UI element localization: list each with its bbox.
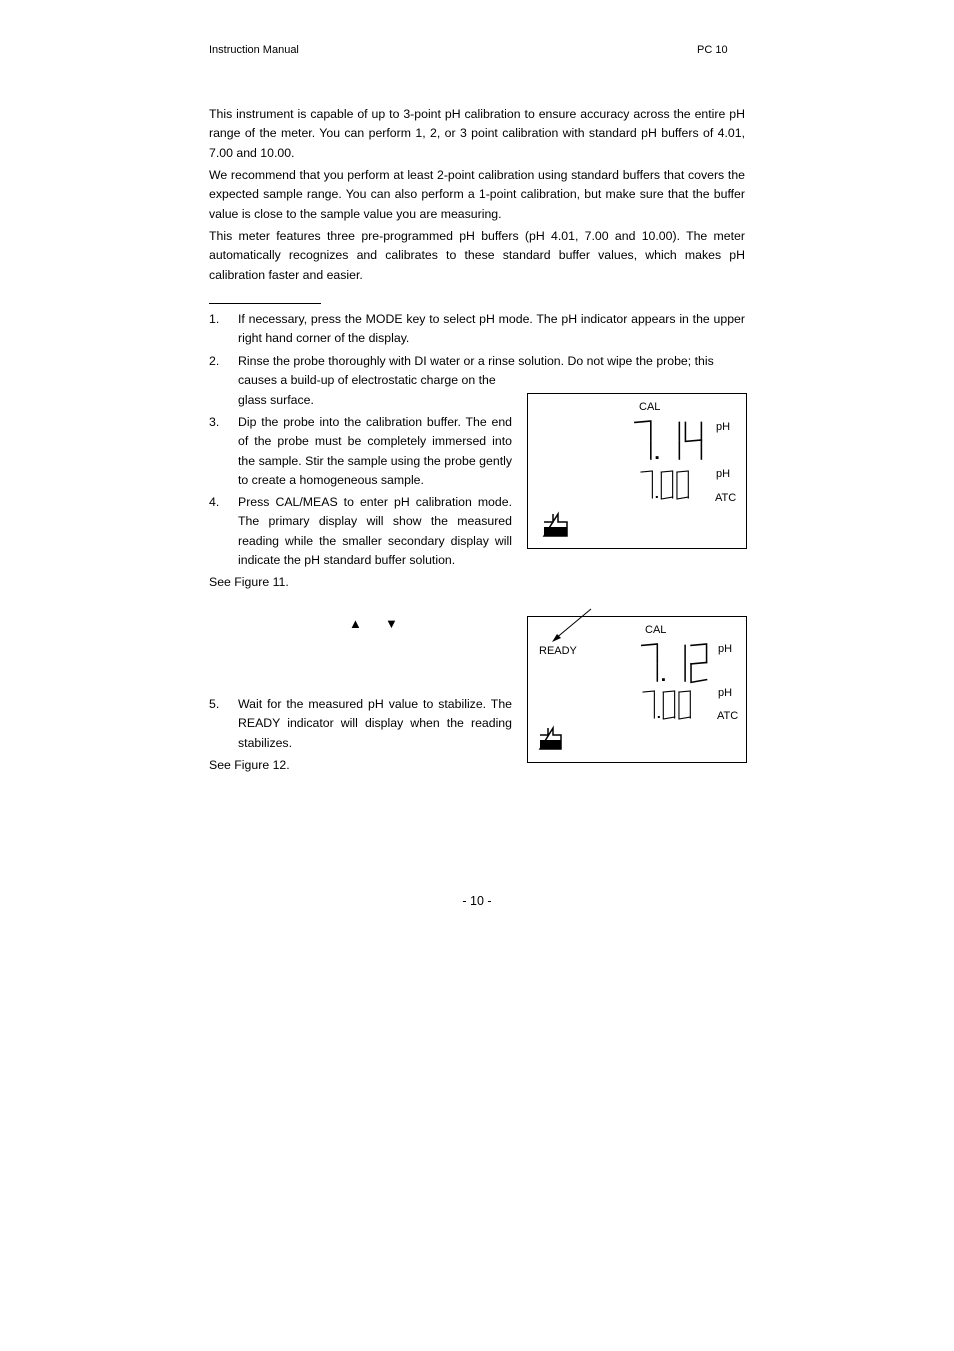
cal-indicator: CAL	[639, 401, 661, 413]
step-2-line-1: Rinse the probe thoroughly with DI water or a rinse solution. Do not wipe the probe; this	[238, 354, 714, 368]
header-title: Instruction Manual	[209, 44, 299, 56]
step-text: If necessary, press the MODE key to select pH mode. The pH indicator appears in the upper right hand corner of the display.	[238, 312, 745, 346]
section-divider	[209, 303, 321, 304]
lcd-decimal-point	[656, 456, 659, 459]
step-number: 1.	[209, 312, 220, 326]
lcd-digit-0	[663, 691, 674, 719]
down-arrow-icon: ▼	[385, 616, 398, 631]
lcd-digit-7	[635, 421, 651, 459]
page-number: - 10 -	[462, 894, 492, 908]
lcd-digit-0	[679, 691, 690, 719]
ready-indicator: READY	[539, 645, 577, 657]
step-number: 5.	[209, 697, 220, 711]
step-number: 2.	[209, 354, 220, 368]
secondary-unit: pH	[718, 687, 733, 699]
ready-pointer-arrow	[548, 606, 596, 646]
lcd-display-figure-11	[527, 393, 747, 549]
see-figure-11: See Figure 11.	[209, 575, 289, 589]
lcd-digit-7	[641, 471, 652, 498]
atc-indicator: ATC	[717, 710, 739, 722]
step-text: Dip the probe into the calibration buffer. The end of the probe must be completely immersed into the sample. Stir the sample using the probe gently to create a homogeneous sample.	[238, 415, 512, 488]
secondary-reading	[641, 691, 707, 720]
see-figure-12: See Figure 12.	[209, 758, 290, 772]
header-model: PC 10	[697, 44, 728, 56]
lcd-digit-4	[685, 422, 701, 459]
primary-unit: pH	[718, 643, 733, 655]
beaker-icon	[543, 512, 569, 538]
lcd-digit-7	[642, 644, 658, 681]
lcd-digit-0	[677, 471, 688, 499]
secondary-unit: pH	[716, 468, 731, 480]
atc-indicator: ATC	[715, 492, 737, 504]
up-arrow-icon: ▲	[349, 616, 362, 631]
lcd-decimal-point	[656, 496, 658, 498]
step-2-line-2: causes a build-up of electrostatic charge on the	[238, 373, 496, 387]
cal-indicator: CAL	[645, 624, 667, 636]
arrow-keys	[349, 616, 421, 631]
lcd-decimal-point	[658, 716, 660, 718]
step-2-line-3: glass surface.	[238, 393, 314, 407]
primary-unit: pH	[716, 421, 731, 433]
lcd-digit-2	[691, 644, 707, 682]
primary-reading	[639, 644, 709, 684]
secondary-reading	[639, 471, 709, 501]
step-text: Wait for the measured pH value to stabilize. The READY indicator will display when the reading stabilizes.	[238, 697, 512, 750]
lcd-digit-7	[643, 691, 654, 718]
step-text: Press CAL/MEAS to enter pH calibration mode. The primary display will show the measured reading while the smaller secondary display will indicate the pH standard buffer solution.	[238, 495, 512, 568]
lcd-decimal-point	[662, 678, 665, 681]
step-number: 3.	[209, 415, 220, 429]
step-number: 4.	[209, 495, 220, 509]
intro-paragraph-2: We recommend that you perform at least 2-point calibration using standard buffers that covers the expected sample range. You can also perform a 1-point calibration, but make sure that the buffer value is close to the sample value you are measuring.	[209, 168, 745, 221]
intro-paragraph-1: This instrument is capable of up to 3-point pH calibration to ensure accuracy across the entire pH range of the meter. You can perform 1, 2, or 3 point calibration with standard pH buffers of 4.01, 7.00 and 10.00.	[209, 107, 745, 160]
intro-paragraph-3: This meter features three pre-programmed pH buffers (pH 4.01, 7.00 and 10.00). The meter automatically recognizes and calibrates to these standard buffer values, which makes pH calibration faster and easier.	[209, 229, 745, 282]
primary-reading	[632, 421, 712, 463]
beaker-icon	[539, 726, 563, 751]
lcd-digit-0	[661, 471, 672, 499]
